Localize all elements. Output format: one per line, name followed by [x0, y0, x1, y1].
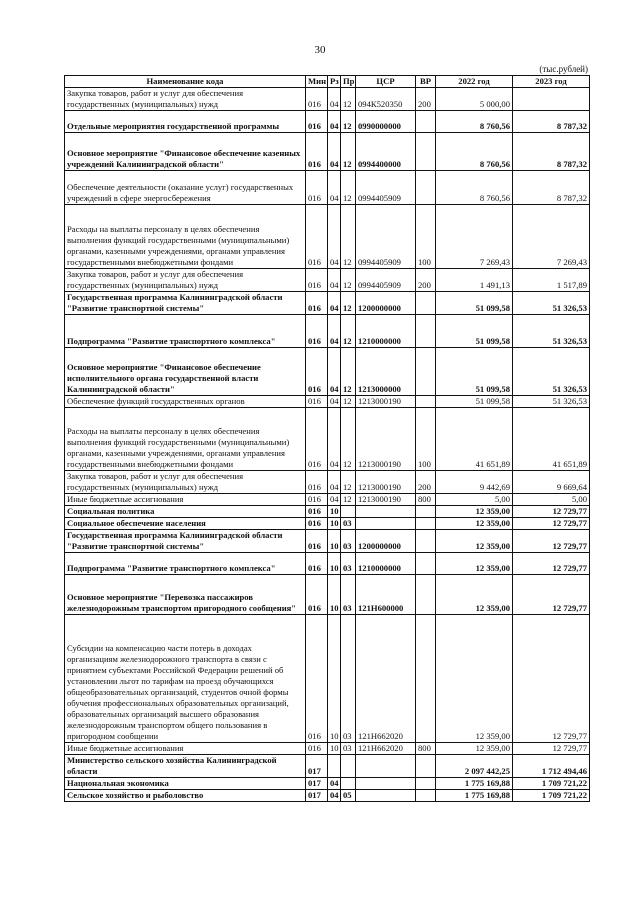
subsection-code-cell: 12 — [341, 494, 356, 506]
amount-2023-cell: 51 326,53 — [513, 348, 590, 396]
amount-2023-cell: 12 729,77 — [513, 615, 590, 743]
expense-type-cell: 800 — [416, 743, 436, 755]
column-header: Рз — [328, 76, 341, 88]
amount-2023-cell: 8 787,32 — [513, 171, 590, 205]
ministry-code-cell: 016 — [306, 292, 328, 315]
row-name-cell: Обеспечение деятельности (оказание услуг) государственных учреждений в сфере энергосбережения — [65, 171, 306, 205]
section-code-cell: 04 — [328, 205, 341, 269]
ministry-code-cell: 017 — [306, 778, 328, 790]
row-name-cell: Расходы на выплаты персоналу в целях обеспечения выполнения функций государственными (муниципальными) органами, казенными учреждениями, органами управления государственными внебюджетными фондами — [65, 408, 306, 471]
expense-type-cell — [416, 518, 436, 530]
table-row — [65, 743, 590, 755]
amount-2022-cell: 41 651,89 — [436, 408, 513, 471]
amount-2023-cell: 12 729,77 — [513, 743, 590, 755]
row-name-cell: Государственная программа Калининградской области "Развитие транспортной системы" — [65, 292, 306, 315]
section-code-cell: 10 — [328, 530, 341, 553]
table-row — [65, 471, 590, 494]
row-name-cell: Сельское хозяйство и рыболовство — [65, 790, 306, 802]
amount-2023-cell: 7 269,43 — [513, 205, 590, 269]
row-name-cell: Обеспечение функций государственных органов — [65, 396, 306, 408]
amount-2022-cell: 12 359,00 — [436, 553, 513, 575]
row-name-cell: Закупка товаров, работ и услуг для обеспечения государственных (муниципальных) нужд — [65, 471, 306, 494]
subsection-code-cell: 03 — [341, 743, 356, 755]
amount-2023-cell: 12 729,77 — [513, 518, 590, 530]
target-article-cell: 1213000000 — [356, 348, 416, 396]
subsection-code-cell: 03 — [341, 530, 356, 553]
section-code-cell: 04 — [328, 111, 341, 133]
expense-type-cell: 200 — [416, 88, 436, 111]
column-header: ЦСР — [356, 76, 416, 88]
amount-2023-cell: 51 326,53 — [513, 292, 590, 315]
section-code-cell: 10 — [328, 553, 341, 575]
table-row — [65, 575, 590, 615]
expense-type-cell: 200 — [416, 471, 436, 494]
expense-type-cell — [416, 790, 436, 802]
amount-2022-cell: 2 097 442,25 — [436, 755, 513, 778]
amount-2022-cell: 5,00 — [436, 494, 513, 506]
expense-type-cell — [416, 348, 436, 396]
column-header: ВР — [416, 76, 436, 88]
ministry-code-cell: 017 — [306, 755, 328, 778]
target-article-cell — [356, 790, 416, 802]
target-article-cell: 0994405909 — [356, 269, 416, 292]
ministry-code-cell: 016 — [306, 506, 328, 518]
table-row — [65, 315, 590, 348]
table-row — [65, 518, 590, 530]
amount-2022-cell: 1 775 169,88 — [436, 778, 513, 790]
ministry-code-cell: 016 — [306, 518, 328, 530]
target-article-cell — [356, 518, 416, 530]
amount-2022-cell: 12 359,00 — [436, 518, 513, 530]
amount-2022-cell: 8 760,56 — [436, 171, 513, 205]
section-code-cell: 04 — [328, 396, 341, 408]
ministry-code-cell: 017 — [306, 790, 328, 802]
section-code-cell: 04 — [328, 348, 341, 396]
subsection-code-cell: 12 — [341, 205, 356, 269]
subsection-code-cell: 12 — [341, 408, 356, 471]
section-code-cell: 04 — [328, 778, 341, 790]
amount-2023-cell: 12 729,77 — [513, 506, 590, 518]
row-name-cell: Социальная политика — [65, 506, 306, 518]
amount-2023-cell: 1 709 721,22 — [513, 790, 590, 802]
target-article-cell: 1210000000 — [356, 315, 416, 348]
subsection-code-cell: 05 — [341, 790, 356, 802]
section-code-cell: 04 — [328, 88, 341, 111]
table-row — [65, 530, 590, 553]
section-code-cell: 10 — [328, 615, 341, 743]
ministry-code-cell: 016 — [306, 575, 328, 615]
target-article-cell: 1200000000 — [356, 292, 416, 315]
expense-type-cell — [416, 530, 436, 553]
ministry-code-cell: 016 — [306, 111, 328, 133]
target-article-cell: 0990000000 — [356, 111, 416, 133]
expense-type-cell — [416, 506, 436, 518]
target-article-cell — [356, 755, 416, 778]
table-row — [65, 408, 590, 471]
row-name-cell: Министерство сельского хозяйства Калининградской области — [65, 755, 306, 778]
expense-type-cell: 800 — [416, 494, 436, 506]
subsection-code-cell: 12 — [341, 111, 356, 133]
table-row — [65, 205, 590, 269]
subsection-code-cell: 12 — [341, 315, 356, 348]
ministry-code-cell: 016 — [306, 615, 328, 743]
section-code-cell: 04 — [328, 269, 341, 292]
ministry-code-cell: 016 — [306, 396, 328, 408]
target-article-cell — [356, 778, 416, 790]
ministry-code-cell: 016 — [306, 408, 328, 471]
row-name-cell: Основное мероприятие "Финансовое обеспечение исполнительного органа государственной власти Калининградской области" — [65, 348, 306, 396]
amount-2022-cell: 8 760,56 — [436, 133, 513, 171]
section-code-cell: 04 — [328, 133, 341, 171]
table-body — [65, 88, 590, 802]
target-article-cell: 1213000190 — [356, 471, 416, 494]
row-name-cell: Национальная экономика — [65, 778, 306, 790]
amount-2023-cell: 9 669,64 — [513, 471, 590, 494]
ministry-code-cell: 016 — [306, 88, 328, 111]
subsection-code-cell — [341, 755, 356, 778]
subsection-code-cell: 12 — [341, 471, 356, 494]
table-row — [65, 755, 590, 778]
expense-type-cell — [416, 111, 436, 133]
row-name-cell: Расходы на выплаты персоналу в целях обеспечения выполнения функций государственными (муниципальными) органами, казенными учреждениями, органами управления государственными внебюджетными фондами — [65, 205, 306, 269]
table-row — [65, 348, 590, 396]
amount-2022-cell: 1 491,13 — [436, 269, 513, 292]
amount-2022-cell: 9 442,69 — [436, 471, 513, 494]
table-row — [65, 615, 590, 743]
amount-2023-cell: 51 326,53 — [513, 396, 590, 408]
target-article-cell: 1210000000 — [356, 553, 416, 575]
amount-2022-cell: 12 359,00 — [436, 530, 513, 553]
table-row — [65, 292, 590, 315]
column-header: Пр — [341, 76, 356, 88]
expense-type-cell — [416, 778, 436, 790]
ministry-code-cell: 016 — [306, 205, 328, 269]
amount-2023-cell: 8 787,32 — [513, 133, 590, 171]
ministry-code-cell: 016 — [306, 530, 328, 553]
ministry-code-cell: 016 — [306, 348, 328, 396]
target-article-cell: 121Н662020 — [356, 743, 416, 755]
ministry-code-cell: 016 — [306, 315, 328, 348]
amount-2022-cell: 12 359,00 — [436, 506, 513, 518]
amount-2023-cell: 1 517,89 — [513, 269, 590, 292]
table-row — [65, 553, 590, 575]
ministry-code-cell: 016 — [306, 494, 328, 506]
amount-2023-cell: 12 729,77 — [513, 530, 590, 553]
table-row — [65, 171, 590, 205]
table-row — [65, 269, 590, 292]
column-header: Наименование кода — [65, 76, 306, 88]
target-article-cell: 0994405909 — [356, 171, 416, 205]
row-name-cell: Иные бюджетные ассигнования — [65, 743, 306, 755]
amount-2023-cell: 12 729,77 — [513, 575, 590, 615]
table-row — [65, 494, 590, 506]
amount-2023-cell: 12 729,77 — [513, 553, 590, 575]
row-name-cell: Закупка товаров, работ и услуг для обеспечения государственных (муниципальных) нужд — [65, 269, 306, 292]
row-name-cell: Основное мероприятие "Перевозка пассажиров железнодорожным транспортом пригородного сообщения" — [65, 575, 306, 615]
target-article-cell: 0994400000 — [356, 133, 416, 171]
target-article-cell: 1213000190 — [356, 408, 416, 471]
row-name-cell: Социальное обеспечение населения — [65, 518, 306, 530]
section-code-cell: 10 — [328, 743, 341, 755]
table-row — [65, 133, 590, 171]
ministry-code-cell: 016 — [306, 171, 328, 205]
target-article-cell: 121Н600000 — [356, 575, 416, 615]
expense-type-cell — [416, 133, 436, 171]
row-name-cell: Подпрограмма "Развитие транспортного комплекса" — [65, 315, 306, 348]
amount-2022-cell: 5 000,00 — [436, 88, 513, 111]
subsection-code-cell: 12 — [341, 88, 356, 111]
target-article-cell: 094К520350 — [356, 88, 416, 111]
amount-2023-cell: 1 709 721,22 — [513, 778, 590, 790]
table-row — [65, 88, 590, 111]
expense-type-cell — [416, 755, 436, 778]
amount-2022-cell: 1 775 169,88 — [436, 790, 513, 802]
target-article-cell: 0994405909 — [356, 205, 416, 269]
units-note: (тыс.рублей) — [539, 64, 588, 74]
table-header-row — [65, 76, 590, 88]
row-name-cell: Закупка товаров, работ и услуг для обеспечения государственных (муниципальных) нужд — [65, 88, 306, 111]
row-name-cell: Субсидии на компенсацию части потерь в доходах организациям железнодорожного транспорта в связи с принятием субъектами Российской Федерации решений об установлении льгот по тарифам на проезд обучающихся общеобразовательных организаций, студентов очной формы обучения профессиональных образовательных организаций, образовательных организаций высшего образования железнодорожным транспортом общего пользования в пригородном сообщении — [65, 615, 306, 743]
section-code-cell: 10 — [328, 575, 341, 615]
expense-type-cell: 100 — [416, 408, 436, 471]
subsection-code-cell — [341, 778, 356, 790]
target-article-cell: 121Н662020 — [356, 615, 416, 743]
expense-type-cell — [416, 553, 436, 575]
expense-type-cell — [416, 315, 436, 348]
table-row — [65, 506, 590, 518]
ministry-code-cell: 016 — [306, 471, 328, 494]
row-name-cell: Отдельные мероприятия государственной программы — [65, 111, 306, 133]
section-code-cell: 04 — [328, 408, 341, 471]
target-article-cell — [356, 506, 416, 518]
expense-type-cell — [416, 575, 436, 615]
ministry-code-cell: 016 — [306, 269, 328, 292]
column-header: Мин — [306, 76, 328, 88]
section-code-cell: 04 — [328, 315, 341, 348]
subsection-code-cell: 03 — [341, 518, 356, 530]
section-code-cell: 10 — [328, 506, 341, 518]
row-name-cell: Государственная программа Калининградской области "Развитие транспортной системы" — [65, 530, 306, 553]
amount-2023-cell: 51 326,53 — [513, 315, 590, 348]
section-code-cell — [328, 755, 341, 778]
amount-2022-cell: 12 359,00 — [436, 575, 513, 615]
subsection-code-cell: 03 — [341, 553, 356, 575]
section-code-cell: 04 — [328, 471, 341, 494]
section-code-cell: 04 — [328, 292, 341, 315]
target-article-cell: 1213000190 — [356, 494, 416, 506]
section-code-cell: 04 — [328, 790, 341, 802]
amount-2022-cell: 12 359,00 — [436, 743, 513, 755]
expense-type-cell — [416, 292, 436, 315]
target-article-cell: 1213000190 — [356, 396, 416, 408]
amount-2023-cell: 1 712 494,46 — [513, 755, 590, 778]
amount-2023-cell — [513, 88, 590, 111]
expense-type-cell: 100 — [416, 205, 436, 269]
target-article-cell: 1200000000 — [356, 530, 416, 553]
subsection-code-cell: 12 — [341, 292, 356, 315]
table-row — [65, 790, 590, 802]
budget-table — [64, 75, 590, 802]
amount-2022-cell: 51 099,58 — [436, 315, 513, 348]
ministry-code-cell: 016 — [306, 743, 328, 755]
page-number: 30 — [314, 44, 326, 56]
column-header: 2022 год — [436, 76, 513, 88]
amount-2022-cell: 8 760,56 — [436, 111, 513, 133]
amount-2023-cell: 41 651,89 — [513, 408, 590, 471]
row-name-cell: Иные бюджетные ассигнования — [65, 494, 306, 506]
table-row — [65, 396, 590, 408]
subsection-code-cell: 12 — [341, 171, 356, 205]
column-header: 2023 год — [513, 76, 590, 88]
subsection-code-cell — [341, 506, 356, 518]
amount-2022-cell: 51 099,58 — [436, 396, 513, 408]
expense-type-cell — [416, 171, 436, 205]
subsection-code-cell: 03 — [341, 615, 356, 743]
section-code-cell: 04 — [328, 171, 341, 205]
expense-type-cell: 200 — [416, 269, 436, 292]
table-row — [65, 778, 590, 790]
subsection-code-cell: 12 — [341, 269, 356, 292]
expense-type-cell — [416, 615, 436, 743]
amount-2023-cell: 5,00 — [513, 494, 590, 506]
section-code-cell: 10 — [328, 518, 341, 530]
amount-2022-cell: 7 269,43 — [436, 205, 513, 269]
amount-2022-cell: 12 359,00 — [436, 615, 513, 743]
section-code-cell: 04 — [328, 494, 341, 506]
subsection-code-cell: 12 — [341, 348, 356, 396]
expense-type-cell — [416, 396, 436, 408]
ministry-code-cell: 016 — [306, 133, 328, 171]
row-name-cell: Подпрограмма "Развитие транспортного комплекса" — [65, 553, 306, 575]
amount-2023-cell: 8 787,32 — [513, 111, 590, 133]
row-name-cell: Основное мероприятие "Финансовое обеспечение казенных учреждений Калининградской области" — [65, 133, 306, 171]
subsection-code-cell: 03 — [341, 575, 356, 615]
subsection-code-cell: 12 — [341, 133, 356, 171]
table-row — [65, 111, 590, 133]
ministry-code-cell: 016 — [306, 553, 328, 575]
subsection-code-cell: 12 — [341, 396, 356, 408]
amount-2022-cell: 51 099,58 — [436, 292, 513, 315]
amount-2022-cell: 51 099,58 — [436, 348, 513, 396]
